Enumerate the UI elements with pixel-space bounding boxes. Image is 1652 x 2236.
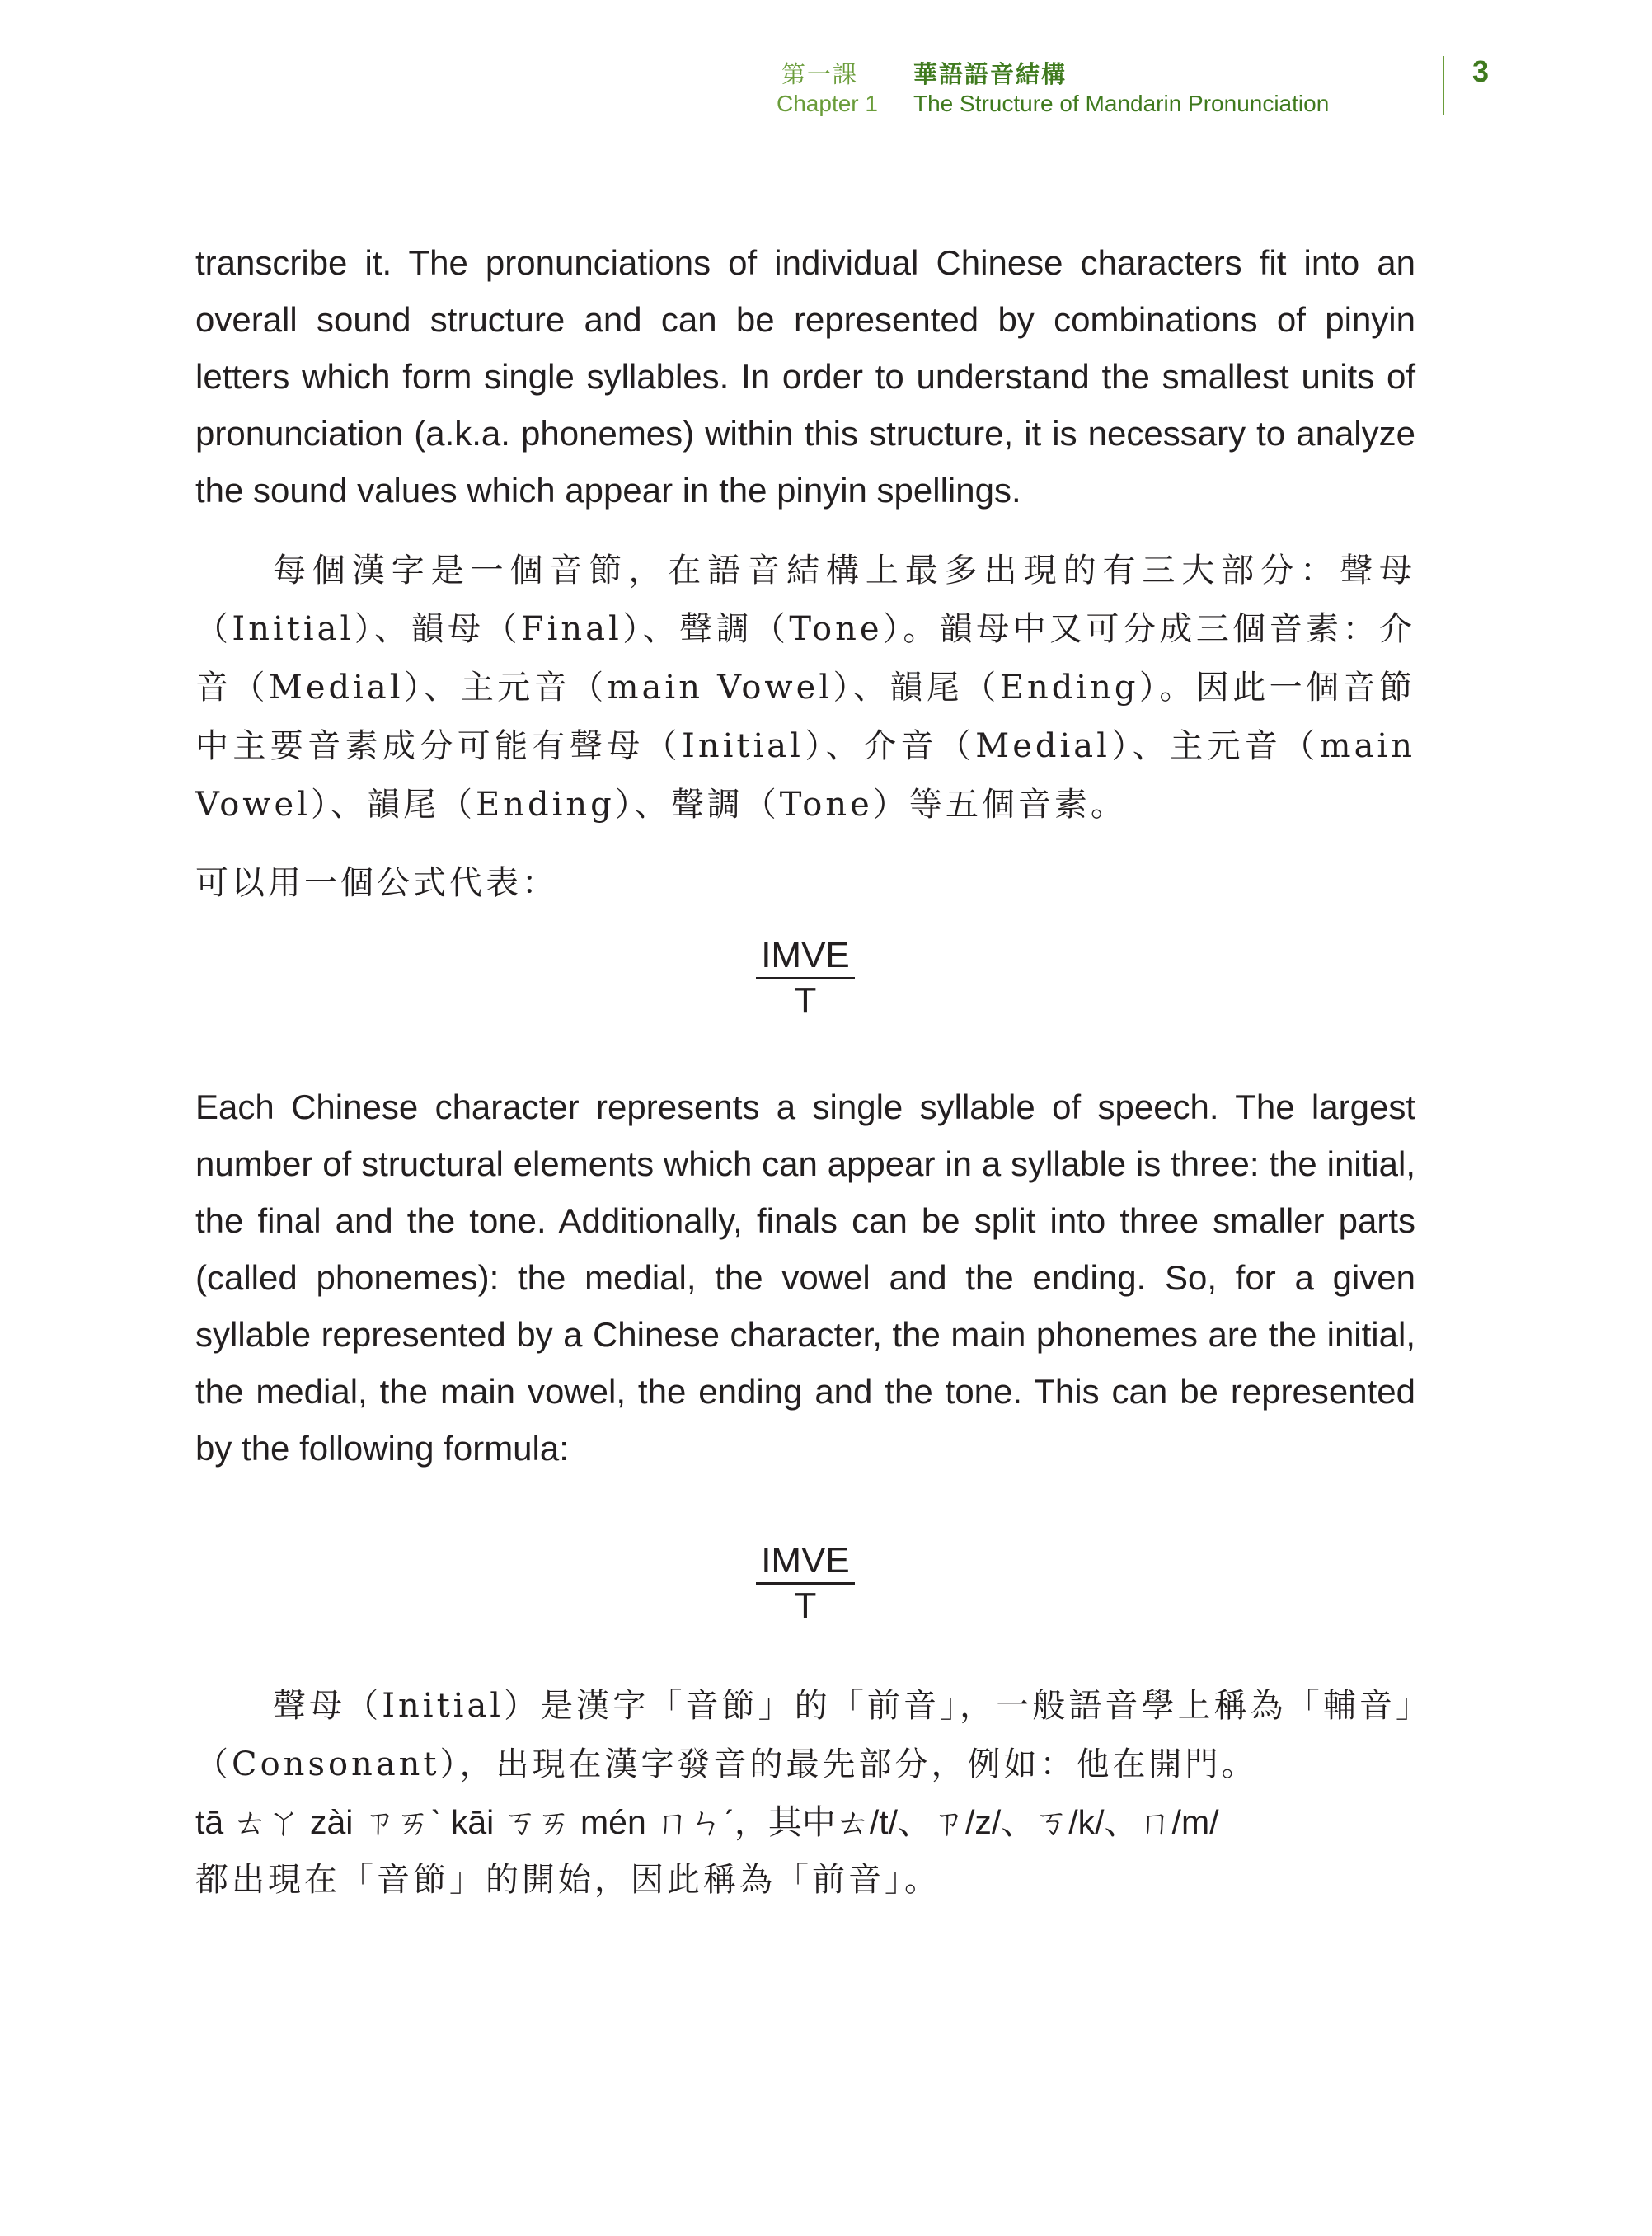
- header-chapter-en: Chapter 1: [777, 91, 878, 116]
- paragraph-english-2: Each Chinese character represents a single syllable of speech. The largest number of structural elements which can appear in a syllable is three: the initial, the final and the tone. Additionally, finals can be split into three smaller parts (called phonemes): the medial, the vowel and the ending. So, for a given syllable represented by a Chinese character, the main phonemes are the initial, the medial, the main vowel, the ending and the tone. This can be represented by the following formula:: [195, 1087, 1415, 1468]
- paragraph-chinese-1: 每個漢字是一個音節，在語音結構上最多出現的有三大部分：聲母（Initial）、韻母（Final）、聲調（Tone）。韻母中又可分成三個音素：介音（Medial）、主元音（main Vowel）、韻尾（Ending）。因此一個音節中主要音素成分可能有聲母（Initial）、介音（Medial）、主元音（main Vowel）、韻尾（Ending）、聲調（Tone）等五個音素。: [195, 552, 1415, 824]
- formula-denominator: T: [794, 1585, 817, 1626]
- page-body: [195, 234, 1415, 1910]
- paragraph-english-1: transcribe it. The pronunciations of individual Chinese characters fit into an overall sound structure and can be represented by combinations of pinyin letters which form single syllables. In order to understand the smallest units of pronunciation (a.k.a. phonemes) within this structure, it is necessary to analyze the sound values which appear in the pinyin spellings.: [195, 243, 1415, 510]
- formula-2: [756, 1541, 855, 1626]
- page-number: 3: [1472, 54, 1490, 88]
- header-chapter-zh: 第一課: [781, 60, 859, 88]
- header-title-zh: 華語語音結構: [913, 60, 1068, 88]
- formula-denominator: T: [794, 980, 817, 1021]
- formula-1: [756, 936, 855, 1021]
- paragraph-example-line: tā ㄊㄚ zài ㄗㄞˋ kāi ㄎㄞ mén ㄇㄣˊ，其中ㄊ/t/、ㄗ/z/、ㄎ/k/、ㄇ/m/: [195, 1803, 1219, 1841]
- formula-numerator: IMVE: [756, 936, 855, 979]
- paragraph-chinese-2: 聲母（Initial）是漢字「音節」的「前音」，一般語音學上稱為「輔音」（Consonant），出現在漢字發音的最先部分，例如：他在開門。: [195, 1687, 1415, 1783]
- formula-numerator: IMVE: [756, 1541, 855, 1585]
- paragraph-chinese-2-end: 都出現在「音節」的開始，因此稱為「前音」。: [195, 1861, 941, 1899]
- header-title-en: The Structure of Mandarin Pronunciation: [913, 91, 1330, 116]
- header-divider: [1443, 56, 1444, 115]
- paragraph-chinese-formula-intro: 可以用一個公式代表：: [195, 864, 558, 902]
- running-header: [777, 51, 1408, 120]
